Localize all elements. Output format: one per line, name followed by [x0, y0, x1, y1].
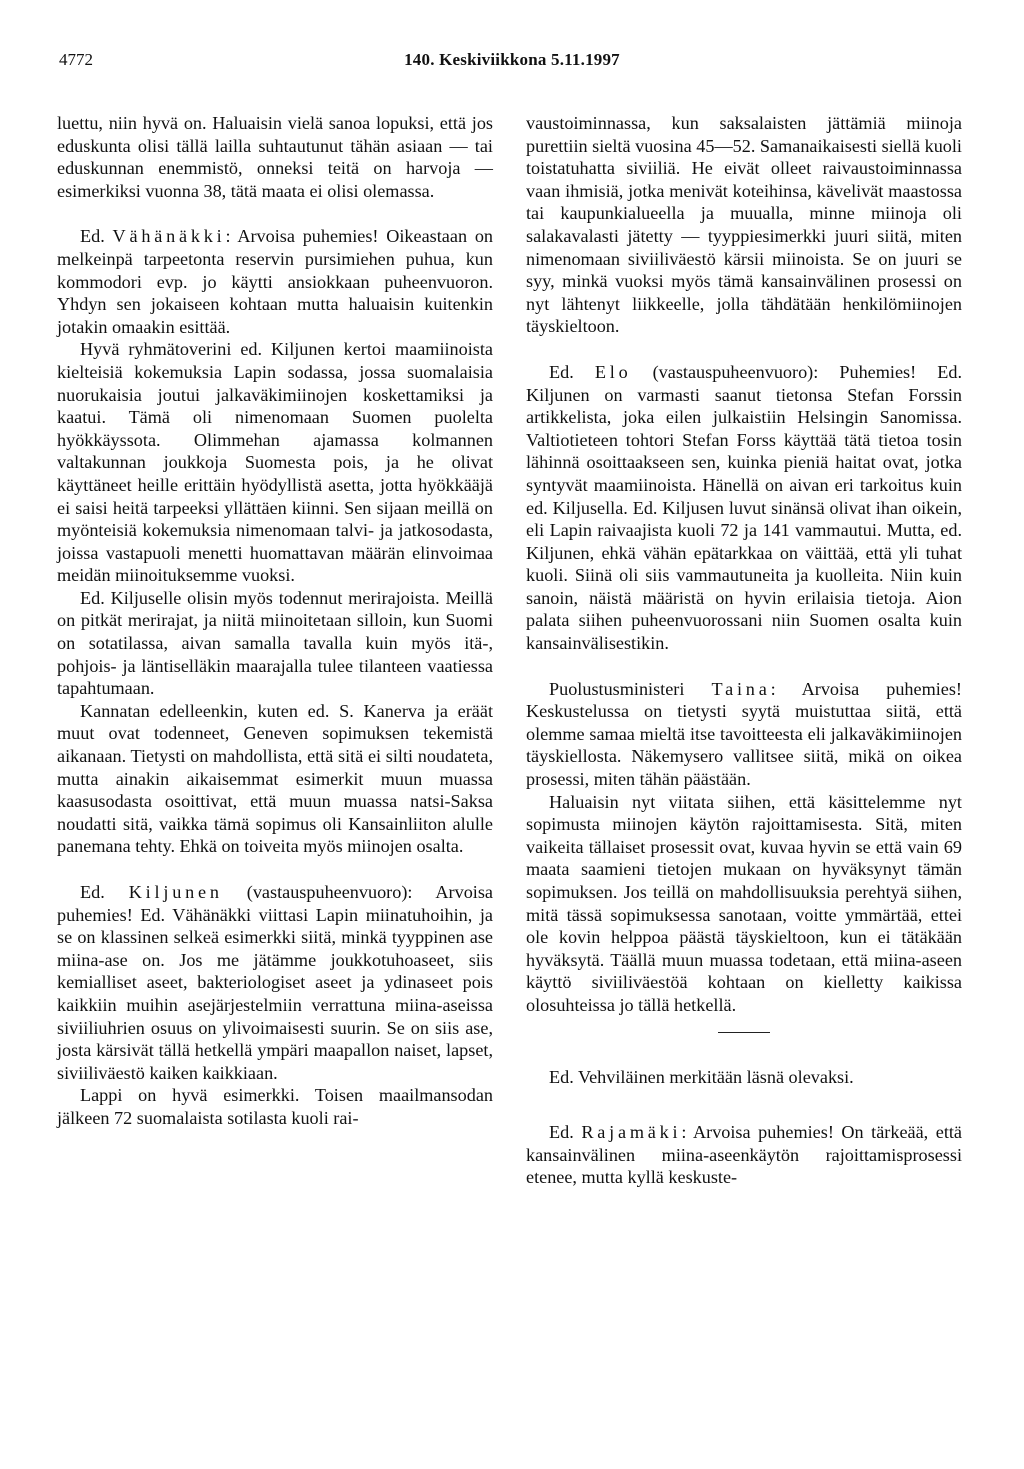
speech-prefix: Puolustusministeri — [549, 678, 685, 699]
speech-vahanakki — [57, 225, 493, 338]
speaker-name: Rajamäki — [581, 1122, 682, 1143]
speaker-name: Kiljunen — [128, 882, 223, 902]
speech-rajamaki — [526, 1121, 962, 1189]
speech-elo — [526, 361, 962, 655]
page-header — [0, 50, 1024, 80]
paragraph: Kannatan edelleenkin, kuten ed. S. Kanerva ja eräät muut ovat todenneet, Geneven sopimuksen tekemistä aikanaan. Tietysti on mahdollista, että sitä ei silti noudateta, mutta ainakin aikaisemmat esimerkit muun muassa kaasusodasta osoittivat, että muun muassa natsi-Saksa noudatti sitä, vaikka tämä sopimus oli Kansainliiton alulle panemana tehty. Ehkä on toiveita myös miinojen osalta. — [57, 700, 493, 857]
speech-text: : Arvoisa puhemies! Oikeastaan on melkeinpä tarpeetonta reservin pursimiehen puhua, kun kommodori evp. jo käytti ansiokkaan puheenvuoron. Yhdyn sen jokaiseen kohtaan mutta haluaisin kuitenkin jotakin omaakin esittää. — [57, 226, 494, 337]
paragraph: Haluaisin nyt viitata siihen, että käsittelemme nyt sopimusta miinojen käytön rajoittamisesta. Sitä, miten vaikeita tällaiset prosessit ovat, kuvaa hyvin se että vain 69 maata saamieni tietojen mukaan on hyväksynyt tämän sopimuksen. Jos teillä on mahdollisuuksia perehtyä siihen, mitä tässä sopimuksessa sanotaan, voitte ymmärtää, ettei ole kovin helppoa päästä täyskieltoon, kun ei tätäkään hyväksytä. Täällä muun muassa todetaan, että miina-aseen käyttö siviiliväestöä kohtaan on kielletty kaikissa olosuhteissa jo tällä hetkellä. — [526, 791, 962, 1015]
paragraph: luettu, niin hyvä on. Haluaisin vielä sanoa lopuksi, että jos eduskunta olisi tällä lailla suhtautunut tähän asiaan — tai eduskunnan enemmistö, onneksi teitä on harvoja — esimerkiksi vuonna 38, tätä maata ei olisi olemassa. — [57, 113, 493, 201]
paragraph: Ed. Kiljuselle olisin myös todennut merirajoista. Meillä on pitkät merirajat, ja niitä miinoitetaan silloin, kun Suomi on sotatilassa, aivan samalla tavalla kuin myös itä-, pohjois- ja läntiselläkin maarajalla tulee tilanteen vaatiessa tapahtumaan. — [57, 587, 493, 699]
speech-prefix: Ed. — [80, 226, 105, 247]
speech-taina — [526, 678, 962, 791]
right-column — [526, 112, 962, 1189]
left-column — [57, 112, 493, 1130]
speech-text: (vastauspuheenvuoro): Arvoisa puhemies! Ed. Vähänäkki viittasi Lapin miinatuhoihin, ja se on klassinen selkeä esimerkki siitä, minkä tyyppinen ase miina-ase on. Jos me jätämme joukkotuhoaseet, siis kemialliset aseet, bakteriologiset aseet ja ydinaseet pois kaikkiin muihin asejärjestelmiin verrattuna miina-aseissa siviiliuhrien osuus on ylivoimaisesti suurin. Se on siis ase, josta kärsivät tällä hetkellä ympäri maapallon naiset, lapset, siviiliväestö kaiken kaikkiaan. — [57, 882, 493, 1083]
speech-prefix: Ed. — [80, 882, 105, 902]
speech-prefix: Ed. — [549, 1122, 574, 1143]
paragraph: Lappi on hyvä esimerkki. Toisen maailmansodan jälkeen 72 suomalaista sotilasta kuoli rai- — [57, 1085, 493, 1128]
paragraph: vaustoiminnassa, kun saksalaisten jättämiä miinoja purettiin sieltä vuosina 45—52. Samanaikaisesti siellä kuoli toistatuhatta siviiliä. He eivät olleet raivaustoiminnassa vaan ihmisiä, jotka menivät koteihinsa, kävelivät maastossa tai kaupunkialueella ja muualla, minne miinoja oli salakavalasti jätetty — tyyppiesimerkki juuri siitä, miten nimenomaan siviiliväestö kärsii miinoista. Se on juuri se syy, minkä vuoksi myös tämä kansainvälinen prosessi on nyt lähtenyt liikkeelle, jolla tähdätään henkilömiinojen täyskieltoon. — [526, 113, 962, 337]
speech-text: (vastauspuheenvuoro): Puhemies! Ed. Kiljunen on varmasti saanut tietonsa Stefan Forssin artikkelista, joka eilen julkaistiin Helsingin Sanomissa. Valtiotieteen tohtori Stefan Forss käyttää tätä tietoa tosin lähinnä osoittaakseen sen, kuinka pieniä haitat ovat, jotka syntyvät maamiinoista. Hänellä on aivan eri tarkoitus kuin ed. Kiljusella. Ed. Kiljusen luvut sinänsä olivat ihan oikein, eli Lapin raivaajista kuoli 72 ja 141 vammautui. Mutta, ed. Kiljunen, ehkä vähän epätarkkaa on väittää, että yli tuhat kuoli. Siinä oli siis vammautuneita ja kuolleita. Niin kuin sanoin, näistä määristä on hyvin erilaisia tietoja. Aion palata siihen puheenvuorossani niin Suomen osalta kuin kansainvälisestikin. — [526, 361, 962, 654]
speech-text: : Arvoisa puhemies! Keskustelussa on tietysti syytä muistuttaa siitä, että olemme samaa mieltä itse tavoitteesta eli jalkaväkimiinojen täyskiellosta. Näkemysero vallitsee siitä, mikä on oikea prosessi, miten tähän päästään. — [526, 678, 962, 790]
page-number: 4772 — [59, 50, 93, 69]
running-head: 140. Keskiviikkona 5.11.1997 — [404, 50, 620, 69]
paragraph: Hyvä ryhmätoverini ed. Kiljunen kertoi maamiinoista kielteisiä kokemuksia Lapin sodassa, jossa suomalaisia nuorukaisia joutui jalkaväkimiinojen koskettamiksi ja kaatui. Tämä oli nimenomaan Suomen puolelta hyökkäyssota. Olimmehan ajamassa kolmannen valtakunnan joukkoja Suomesta pois, ja he olivat käyttäneet heille erittäin hyödyllistä asetta, jotta hyökkääjä ei saisi heitä tarpeeksi yllättäen kiinni. Sen sijaan meillä on myönteisiä kokemuksia nimenomaan talvi- ja jatkosodasta, joissa vastapuoli menetti huomattavan määrän elinvoimaa meidän miinoituksemme vuoksi. — [57, 339, 493, 586]
attendance-note: Ed. Vehviläinen merkitään läsnä olevaksi. — [549, 1066, 854, 1087]
speech-prefix: Ed. — [549, 361, 574, 382]
speech-kiljunen — [57, 881, 493, 1084]
section-divider — [718, 1032, 770, 1033]
speaker-name: Taina — [711, 678, 771, 699]
speaker-name: Vähänäkki — [112, 226, 226, 247]
speech-text: : Arvoisa puhemies! On tärkeää, että kansainvälinen miina-aseenkäytön rajoittamisprosessi etenee, mutta kyllä keskuste- — [526, 1122, 963, 1188]
speaker-name: Elo — [594, 361, 632, 382]
